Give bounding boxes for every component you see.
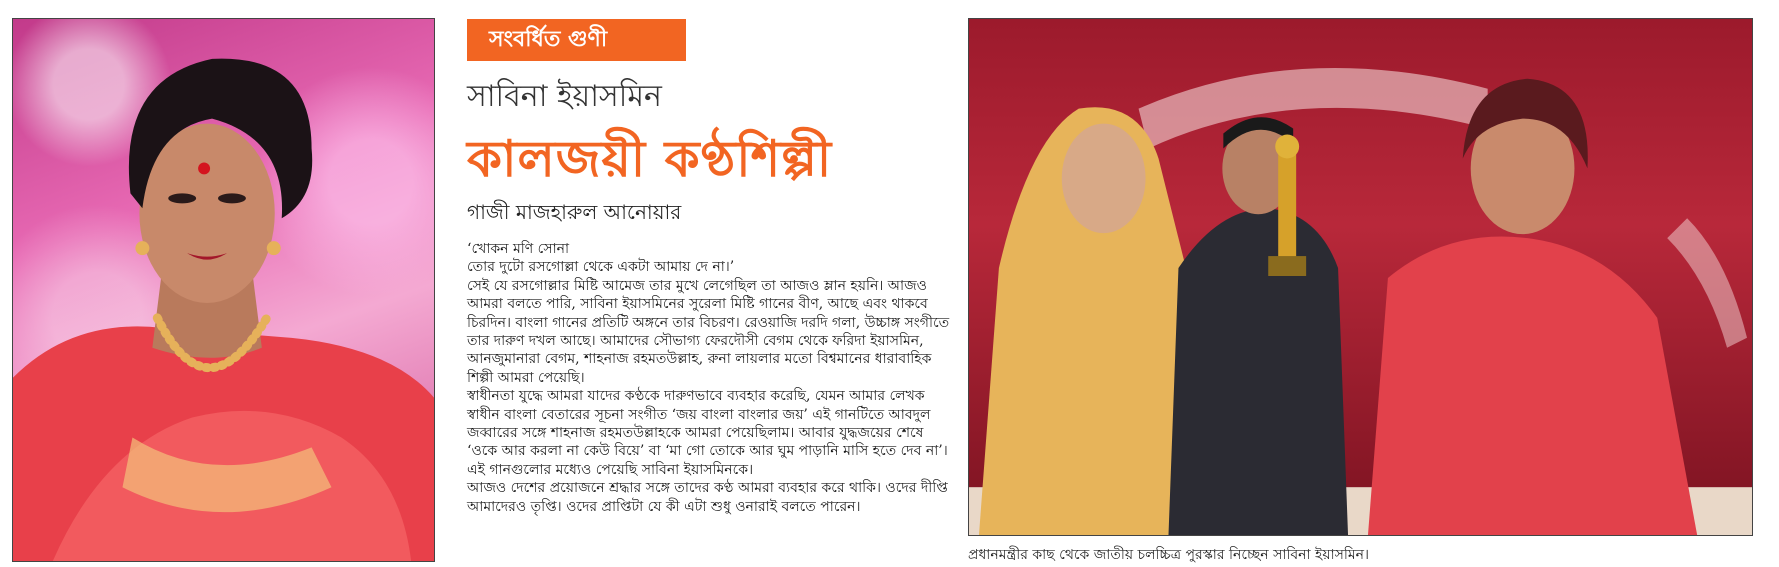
- article-paragraph: স্বাধীনতা যুদ্ধে আমরা যাদের কণ্ঠকে দারুণভাবে ব্যবহার করেছি, যেমন আমার লেখক স্বাধীন বাংলা বেতারের সূচনা সংগীত ‘জয় বাংলা বাংলার জয়’ এই গানটিতে আবদুল জব্বারের সঙ্গে শাহনাজ রহমতউল্লাহকে আমরা পেয়েছিলাম। আবার যুদ্ধজয়ের শেষে ‘ওকে আর করলা না কেউ বিয়ে’ বা ‘মা গো তোকে আর ঘুম পাড়ানি মাসি হতে দেব না’। এই গানগুলোর মধ্যেও পেয়েছি সাবিনা ইয়াসমিনকে।: [467, 388, 948, 478]
- article-body: [467, 240, 954, 516]
- article-paragraph: আজও দেশের প্রয়োজনে শ্রদ্ধার সঙ্গে তাদের কণ্ঠ আমরা ব্যবহার করে থাকি। ওদের দীপ্তি আমাদেরও তৃপ্তি। ওদের প্রাপ্তিটা যে কী এটা শুধু ওনারাই বলতে পারেন।: [467, 480, 948, 515]
- headline: কালজয়ী কণ্ঠশিল্পী: [467, 130, 833, 188]
- article-paragraph: ‘খোকন মণি সোনা: [467, 241, 570, 257]
- byline: গাজী মাজহারুল আনোয়ার: [467, 200, 682, 224]
- award-photo: [968, 18, 1753, 536]
- portrait-illustration: [13, 19, 434, 561]
- award-illustration: [969, 19, 1752, 535]
- article-paragraph: তোর দুটো রসগোল্লা থেকে একটা আমায় দে না।’: [467, 259, 735, 276]
- section-tag: সংবর্ধিত গুণী: [467, 19, 686, 61]
- portrait-photo: [12, 18, 435, 562]
- photo-caption: প্রধানমন্ত্রীর কাছ থেকে জাতীয় চলচ্চিত্র পুরস্কার নিচ্ছেন সাবিনা ইয়াসমিন।: [968, 547, 1370, 563]
- article-paragraph: সেই যে রসগোল্লার মিষ্টি আমেজ তার মুখে লেগেছিল তা আজও ম্লান হয়নি। আজও আমরা বলতে পারি, সাবিনা ইয়াসমিনের সুরেলা মিষ্টি গানের বীণ, আছে এবং থাকবে চিরদিন। বাংলা গানের প্রতিটি অঙ্গনে তার বিচরণ। রেওয়াজি দরদি গলা, উচ্চাঙ্গ সংগীতে তার দারুণ দখল আছে। আমাদের সৌভাগ্য ফেরদৌসী বেগম থেকে ফরিদা ইয়াসমিন, আনজুমানারা বেগম, শাহনাজ রহমতউল্লাহ, রুনা লায়লার মতো বিশ্বমানের ধারাবাহিক শিল্পী আমরা পেয়েছি।: [467, 277, 950, 386]
- subject-name: সাবিনা ইয়াসমিন: [467, 79, 662, 114]
